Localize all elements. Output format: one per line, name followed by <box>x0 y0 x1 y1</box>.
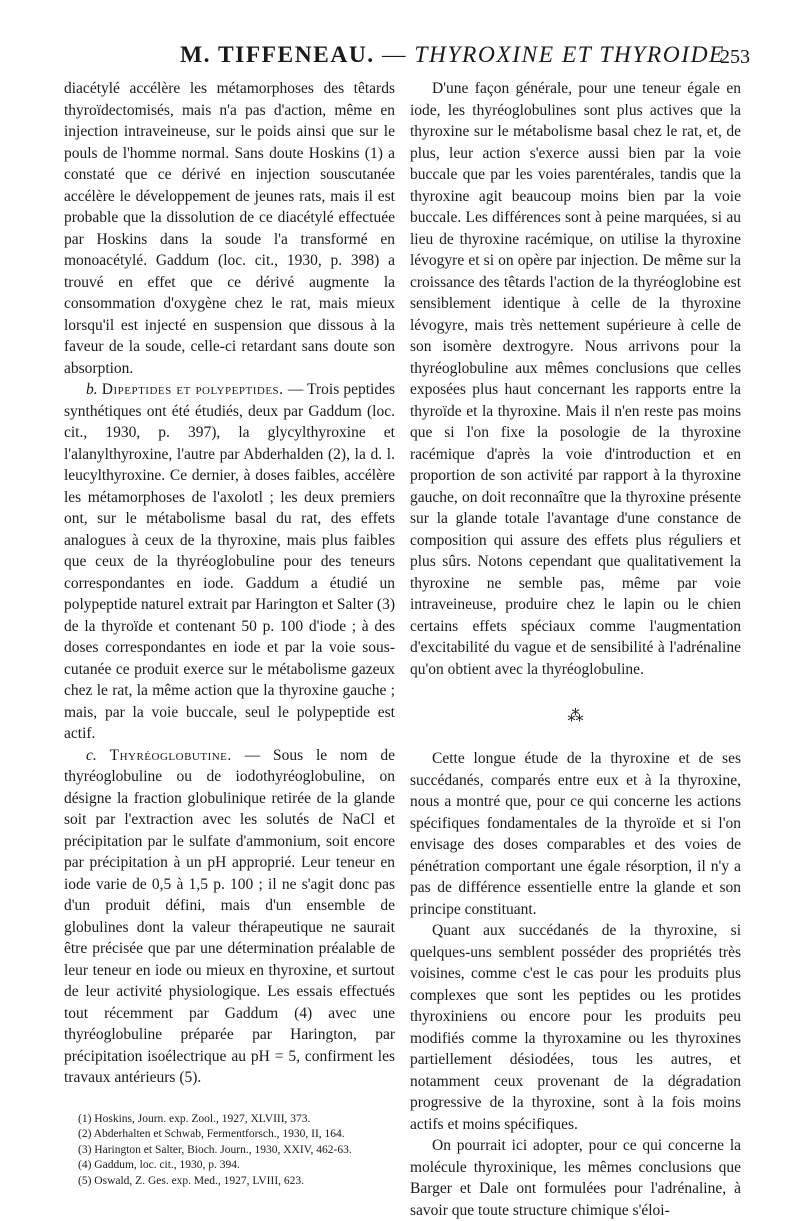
header-article-title: THYROXINE ET THYROIDE <box>414 42 725 68</box>
section-b-label: b. <box>86 381 98 398</box>
left-column <box>64 78 395 1189</box>
footnote-5: (5) Oswald, Z. Ges. exp. Med., 1927, LVIII, 623. <box>78 1174 305 1187</box>
running-header <box>60 42 750 78</box>
footnote-3: (3) Harington et Salter, Bioch. Journ., 1930, XXIV, 462-63. <box>78 1143 352 1156</box>
section-c-label: c. <box>86 746 97 764</box>
page-number: 253 <box>720 46 750 68</box>
footnote-2: (2) Abderhalten et Schwab, Fermentforsch., 1930, II, 164. <box>78 1128 345 1140</box>
section-c-heading: Thyréoglobutine. <box>109 746 232 764</box>
section-c-text: — Sous le nom de thyréoglobuline ou de iodothyréoglobuline, on désigne la fraction globulinique retirée de la glande soit par l'extraction avec les solutés de NaCl et précipitation par le sulfate d'ammonium, soit encore par précipitation à un pH approprié. Leur teneur en iode varie de 0,5 à 1,5 p. 100 ; il ne s'agit donc pas d'un produit défini, mais d'un ensemble de globulines dont la valeur thérapeutique ne saurait être précisée que par une détermination préalable de leur teneur en iode ou mieux en thyroxine, et surtout de leur activité physiologique. Les essais effectués tout récemment par Gaddum (4) avec une thyréoglobuline préparée par Harington, par précipitation isoélectrique au pH = 5, confirment les travaux antérieurs (5). <box>64 746 396 1086</box>
paragraph-barger-dale: On pourrait ici adopter, pour ce qui concerne la molécule thyroxinique, les mêmes conclusions que Barger et Dale ont formulées pour l'adrénaline, à savoir que toute structure chimique s'éloi- <box>410 1137 741 1219</box>
footnote-1: (1) Hoskins, Journ. exp. Zool., 1927, XLVIII, 373. <box>78 1112 311 1125</box>
header-title <box>180 42 725 69</box>
header-separator: — <box>382 42 408 68</box>
section-b-text: — Trois peptides synthétiques ont été étudiés, deux par Gaddum (loc. cit., 1930, p. 397), la glycylthyroxine et l'alanylthyroxine, l'autre par Abderhalden (2), la d. l. leucylthyroxine. Ce dernier, à doses faibles, accélère les métamorphoses de l'axolotl ; les deux premiers ont, sur le métabolisme basal du rat, des effets analogues à ceux de la thyroxine, mais plus faibles que ceux de la thyréoglobuline pour des teneurs correspondantes en iode. Gaddum a étudié un polypeptide naturel extrait par Harington et Salter (3) de la thyroïde et contenant 50 p. 100 d'iode ; à des doses correspondantes en iode et par la voie sous-cutanée ce produit exerce sur le métabolisme gazeux chez le rat, la même action que la thyroxine gauche ; mais, par la voie buccale, seul le polypeptide est actif. <box>64 381 396 742</box>
paragraph-succedanes: Quant aux succédanés de la thyroxine, si quelques-uns semblent posséder des propriétés très voisines, comme c'est le cas pour les produits plus complexes que sont les peptides ou les protides thyroxiniens ou encore pour les produits peu modifiés comme la thyroxamine ou les thyroxines partiellement désiodées, tous les autres, et notamment ceux provenant de la dégradation progressive de la thyroxine, sont à la fois moins actifs et moins spécifiques. <box>410 922 741 1133</box>
footnotes <box>64 1112 395 1190</box>
section-b-heading: Dipeptides et polypeptides. <box>101 381 284 398</box>
header-author: M. TIFFENEAU. <box>180 42 375 68</box>
footnote-4: (4) Gaddum, loc. cit., 1930, p. 394. <box>78 1159 240 1171</box>
paragraph-thyreoglobulines: D'une façon générale, pour une teneur égale en iode, les thyréoglobulines sont plus actives que la thyroxine sur le métabolisme basal chez le rat, et, de plus, leur action s'exerce aussi bien par la voie buccale que par les voies parentérales, tandis que la thyroxine agit beaucoup moins bien par la voie buccale. Les différences sont à peine marquées, si au lieu de thyroxine racémique, on utilise la thyroxine lévogyre et si on opère par injection. De même sur la croissance des têtards l'action de la thyréoglobine est sensiblement identique à celle de la thyroxine lévogyre, mais très nettement supérieure à celle de son isomère dextrogyre. Nous arrivons pour la thyréoglobuline aux mêmes conclusions que celles exposées plus haut concernant les rapports entre la thyroïde et la thyroxine. Mais il n'en reste pas moins que si l'on fixe la posologie de la thyroxine racémique d'après la voie d'introduction et en proportion de son activité par rapport à la thyroxine gauche, on doit reconnaître que la thyroxine présente sur la glande totale l'avantage d'une constance de composition qui assure des effets plus réguliers et plus sûrs. Notons cependant que qualitativement la thyroxine ne semble pas, même par voie intraveineuse, produire chez le lapin ou le chien certains effets spéciaux comme l'augmentation d'excitabilité du vague et de sensibilité à l'adrénaline qu'on obtient avec la thyréoglobuline. <box>410 80 741 678</box>
paragraph-conclusion: Cette longue étude de la thyroxine et de ses succédanés, comparés entre eux et à la thyroxine, nous a montré que, pour ce qui concerne les actions spécifiques fondamentales de la thyroïde et si l'on envisage des doses comparables et des voies de pénétration comportant une égale résorption, il n'y a pas de différence essentielle entre la glande et son principe constituant. <box>410 750 741 918</box>
section-c-paragraph <box>64 745 395 1089</box>
section-b-paragraph <box>64 379 395 745</box>
section-break-asterism: ⁂ <box>567 708 584 725</box>
right-column <box>410 78 741 1221</box>
paragraph-diacetyl: diacétylé accélère les métamorphoses des têtards thyroïdectomisés, mais n'a pas d'action, même en injection intraveineuse, sur le poids ainsi que sur le pouls de l'homme normal. Sans doute Hoskins (1) a constaté que ce dérivé en injection souscutanée accélère le développement de jeunes rats, mais il est probable que la dissolution de ce diacétylé effectuée par Hoskins dans la soude l'a transformé en monoacétylé. Gaddum (loc. cit., 1930, p. 398) a trouvé en effet que ce dérivé augmente la consommation d'oxygène chez le rat, mais mieux lorsqu'il est injecté en suspension que dissous à la faveur de la soude, celle-ci retardant sans doute son absorption. <box>64 80 395 377</box>
